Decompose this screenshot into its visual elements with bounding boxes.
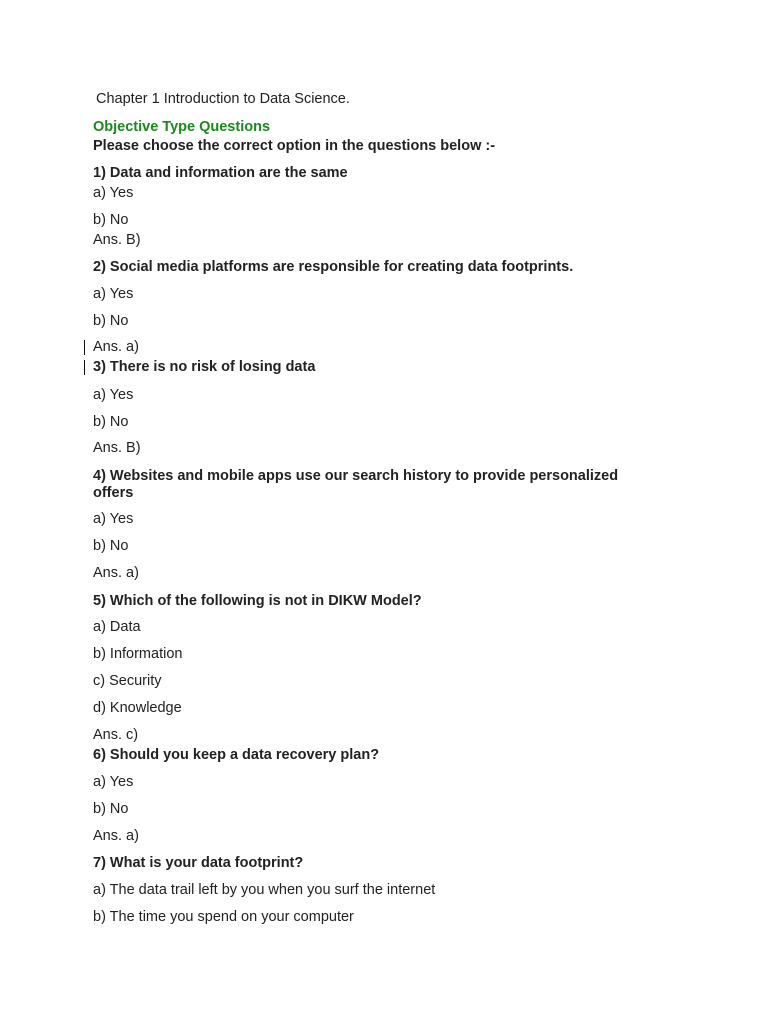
question-3: 3) There is no risk of losing data	[93, 359, 316, 375]
question-7: 7) What is your data footprint?	[93, 855, 304, 871]
question-5-option-b: b) Information	[93, 646, 183, 662]
question-6-option-a: a) Yes	[93, 774, 134, 790]
question-1-answer: Ans. B)	[93, 232, 141, 248]
question-5: 5) Which of the following is not in DIKW Model?	[93, 593, 422, 609]
text-cursor-mark	[84, 340, 85, 355]
question-6-option-b: b) No	[93, 801, 129, 817]
question-6-answer: Ans. a)	[93, 828, 139, 844]
text-cursor-mark-2	[84, 360, 85, 375]
question-3-answer: Ans. B)	[93, 440, 141, 456]
question-5-option-d: d) Knowledge	[93, 700, 182, 716]
question-2-option-b: b) No	[93, 313, 129, 329]
question-5-answer: Ans. c)	[93, 727, 139, 743]
question-4-answer: Ans. a)	[93, 565, 139, 581]
question-1-option-a: a) Yes	[93, 185, 134, 201]
question-2: 2) Social media platforms are responsible for creating data footprints.	[93, 259, 574, 275]
document-title: Chapter 1 Introduction to Data Science.	[96, 91, 350, 107]
question-3-option-b: b) No	[93, 414, 129, 430]
question-7-option-b: b) The time you spend on your computer	[93, 909, 354, 925]
question-1-option-b: b) No	[93, 212, 129, 228]
question-1: 1) Data and information are the same	[93, 165, 348, 181]
question-5-option-a: a) Data	[93, 619, 141, 635]
question-6: 6) Should you keep a data recovery plan?	[93, 747, 380, 763]
question-4-option-b: b) No	[93, 538, 129, 554]
question-3-option-a: a) Yes	[93, 387, 134, 403]
question-7-option-a: a) The data trail left by you when you surf the internet	[93, 882, 436, 898]
question-5-option-c: c) Security	[93, 673, 162, 689]
instructions: Please choose the correct option in the questions below :-	[93, 138, 496, 154]
question-2-option-a: a) Yes	[93, 286, 134, 302]
question-2-answer: Ans. a)	[93, 339, 139, 355]
question-4-option-a: a) Yes	[93, 511, 134, 527]
question-4: 4) Websites and mobile apps use our search history to provide personalized offers	[93, 468, 619, 501]
section-heading: Objective Type Questions	[93, 119, 271, 135]
